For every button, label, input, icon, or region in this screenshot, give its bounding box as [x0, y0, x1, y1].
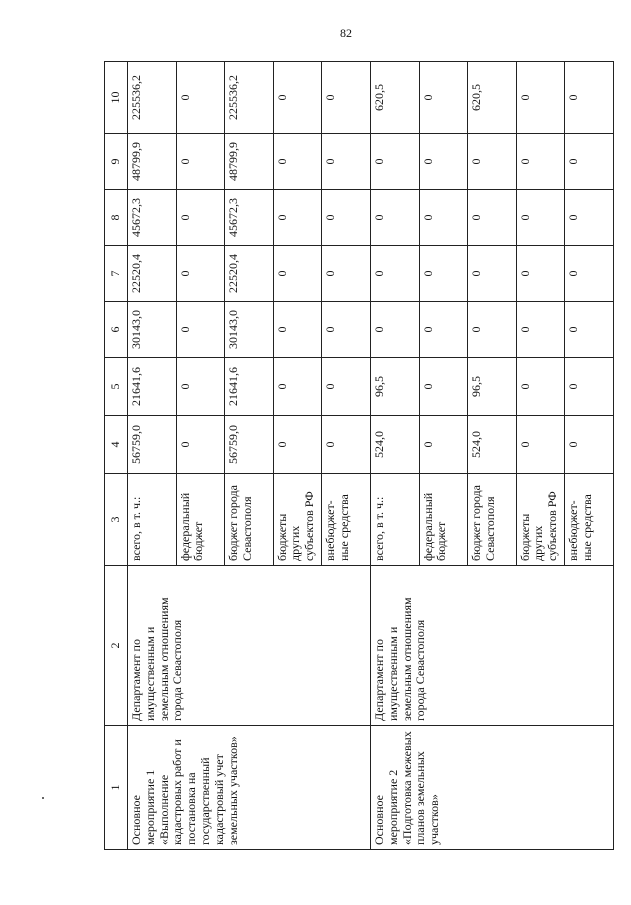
amount-cell: 0: [176, 358, 225, 416]
header-cell: 6: [105, 302, 128, 358]
amount-cell: 0: [516, 134, 565, 190]
amount-cell: 45672,3: [225, 190, 274, 246]
header-cell: 4: [105, 416, 128, 474]
amount-cell: 0: [273, 190, 322, 246]
amount-cell: 0: [273, 62, 322, 134]
amount-cell: 48799,9: [225, 134, 274, 190]
amount-cell: 0: [322, 358, 371, 416]
header-cell: 7: [105, 246, 128, 302]
amount-cell: 0: [176, 62, 225, 134]
header-cell: 9: [105, 134, 128, 190]
amount-cell: 22520,4: [225, 246, 274, 302]
amount-cell: 0: [516, 246, 565, 302]
header-cell: 8: [105, 190, 128, 246]
amount-cell: 0: [370, 134, 419, 190]
activity-cell: Основное мероприятие 2 «Подготовка межевых планов земельных участков»: [370, 726, 613, 850]
amount-cell: 0: [468, 134, 517, 190]
funding-source-cell: всего, в т. ч.:: [370, 474, 419, 566]
amount-cell: 0: [516, 358, 565, 416]
header-cell: 3: [105, 474, 128, 566]
header-row: [105, 62, 128, 850]
header-cell: 10: [105, 62, 128, 134]
funding-source-cell: внебюджет- ные средства: [322, 474, 371, 566]
amount-cell: 0: [419, 190, 468, 246]
amount-cell: 0: [273, 246, 322, 302]
funding-source-cell: бюджеты других субъектов РФ: [516, 474, 565, 566]
amount-cell: 620,5: [370, 62, 419, 134]
amount-cell: 0: [419, 302, 468, 358]
amount-cell: 0: [516, 302, 565, 358]
funding-source-cell: бюджет города Севастополя: [225, 474, 274, 566]
amount-cell: 0: [419, 62, 468, 134]
amount-cell: 0: [468, 302, 517, 358]
header-cell: 1: [105, 726, 128, 850]
amount-cell: 0: [370, 246, 419, 302]
table-row: [370, 62, 419, 850]
executor-cell: Департамент по имущественным и земельным отношениям города Севастополя: [370, 566, 613, 726]
amount-cell: 0: [565, 190, 614, 246]
amount-cell: 0: [176, 302, 225, 358]
amount-cell: 56759,0: [225, 416, 274, 474]
amount-cell: 0: [419, 134, 468, 190]
amount-cell: 0: [419, 246, 468, 302]
amount-cell: 0: [565, 416, 614, 474]
header-cell: 5: [105, 358, 128, 416]
scan-speck: [42, 797, 44, 799]
executor-cell: Департамент по имущественным и земельным отношениям города Севастополя: [128, 566, 371, 726]
amount-cell: 524,0: [468, 416, 517, 474]
funding-source-cell: всего, в т. ч.:: [128, 474, 177, 566]
amount-cell: 225536,2: [225, 62, 274, 134]
amount-cell: 21641,6: [128, 358, 177, 416]
amount-cell: 225536,2: [128, 62, 177, 134]
amount-cell: 0: [273, 416, 322, 474]
amount-cell: 22520,4: [128, 246, 177, 302]
amount-cell: 0: [176, 246, 225, 302]
amount-cell: 524,0: [370, 416, 419, 474]
amount-cell: 45672,3: [128, 190, 177, 246]
amount-cell: 48799,9: [128, 134, 177, 190]
activity-cell: Основное мероприятие 1 «Выполнение кадастровых работ и постановка на государственный кадастровый учет земельных участков»: [128, 726, 371, 850]
amount-cell: 0: [322, 134, 371, 190]
amount-cell: 0: [322, 62, 371, 134]
amount-cell: 0: [516, 416, 565, 474]
amount-cell: 0: [565, 134, 614, 190]
amount-cell: 96,5: [370, 358, 419, 416]
amount-cell: 0: [565, 62, 614, 134]
amount-cell: 0: [516, 190, 565, 246]
table-body: [128, 62, 614, 850]
amount-cell: 0: [322, 302, 371, 358]
amount-cell: 0: [468, 190, 517, 246]
amount-cell: 0: [419, 358, 468, 416]
amount-cell: 30143,0: [225, 302, 274, 358]
amount-cell: 0: [419, 416, 468, 474]
amount-cell: 0: [565, 358, 614, 416]
amount-cell: 0: [468, 246, 517, 302]
funding-source-cell: федеральный бюджет: [176, 474, 225, 566]
amount-cell: 0: [273, 358, 322, 416]
amount-cell: 96,5: [468, 358, 517, 416]
funding-source-cell: бюджет города Севастополя: [468, 474, 517, 566]
amount-cell: 21641,6: [225, 358, 274, 416]
amount-cell: 0: [565, 302, 614, 358]
amount-cell: 0: [176, 416, 225, 474]
amount-cell: 0: [273, 134, 322, 190]
amount-cell: 0: [370, 302, 419, 358]
funding-source-cell: федеральный бюджет: [419, 474, 468, 566]
header-cell: 2: [105, 566, 128, 726]
funding-source-cell: внебюджет- ные средства: [565, 474, 614, 566]
amount-cell: 0: [516, 62, 565, 134]
table-container: [104, 62, 614, 850]
amount-cell: 0: [273, 302, 322, 358]
funding-source-cell: бюджеты других субъектов РФ: [273, 474, 322, 566]
amount-cell: 620,5: [468, 62, 517, 134]
amount-cell: 0: [565, 246, 614, 302]
budget-table: [104, 61, 614, 850]
page-number: 82: [340, 26, 352, 40]
amount-cell: 0: [370, 190, 419, 246]
amount-cell: 0: [322, 416, 371, 474]
amount-cell: 0: [176, 190, 225, 246]
amount-cell: 56759,0: [128, 416, 177, 474]
table-row: [128, 62, 177, 850]
amount-cell: 0: [176, 134, 225, 190]
amount-cell: 0: [322, 246, 371, 302]
amount-cell: 30143,0: [128, 302, 177, 358]
amount-cell: 0: [322, 190, 371, 246]
